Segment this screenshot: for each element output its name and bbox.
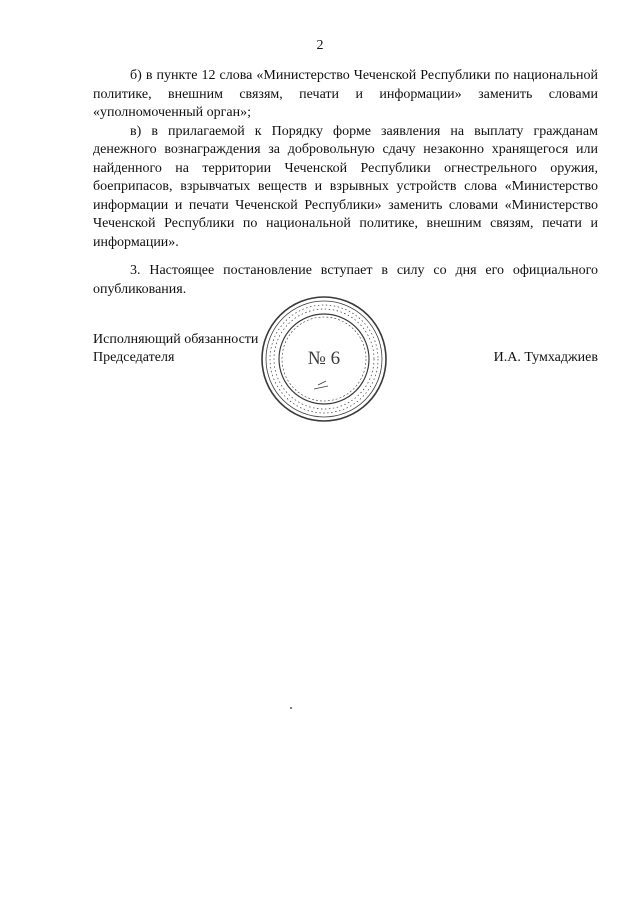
stamp-number: № 6 xyxy=(307,348,341,369)
document-body xyxy=(93,67,598,299)
signatory-role-line-2: Председателя xyxy=(93,350,175,365)
signatory-name: И.А. Тумхаджиев xyxy=(493,350,598,365)
scan-speck xyxy=(290,707,292,709)
signatory-role-line-1: Исполняющий обязанности xyxy=(93,332,259,347)
paragraph-v: в) в прилагаемой к Порядку форме заявления на выплату гражданам денежного вознаграждения за добровольную сдачу незаконно хранящегося или найденного на территории Чеченской Республики огнестрельного оружия, боеприпасов, взрывчатых веществ и взрывных устройств слова «Министерство информации и печати Чеченской Республики» заменить словами «Министерство Чеченской Республики по национальной политике, внешним связям, печати и информации». xyxy=(93,123,598,250)
signature-block xyxy=(93,331,598,391)
page-number: 2 xyxy=(316,38,324,53)
paragraph-b: б) в пункте 12 слова «Министерство Чеченской Республики по национальной политике, внешним связям, печати и информации» заменить словами «уполномоченный орган»; xyxy=(93,68,598,120)
paragraph-3: 3. Настоящее постановление вступает в силу со дня его официального опубликования. xyxy=(93,263,598,297)
